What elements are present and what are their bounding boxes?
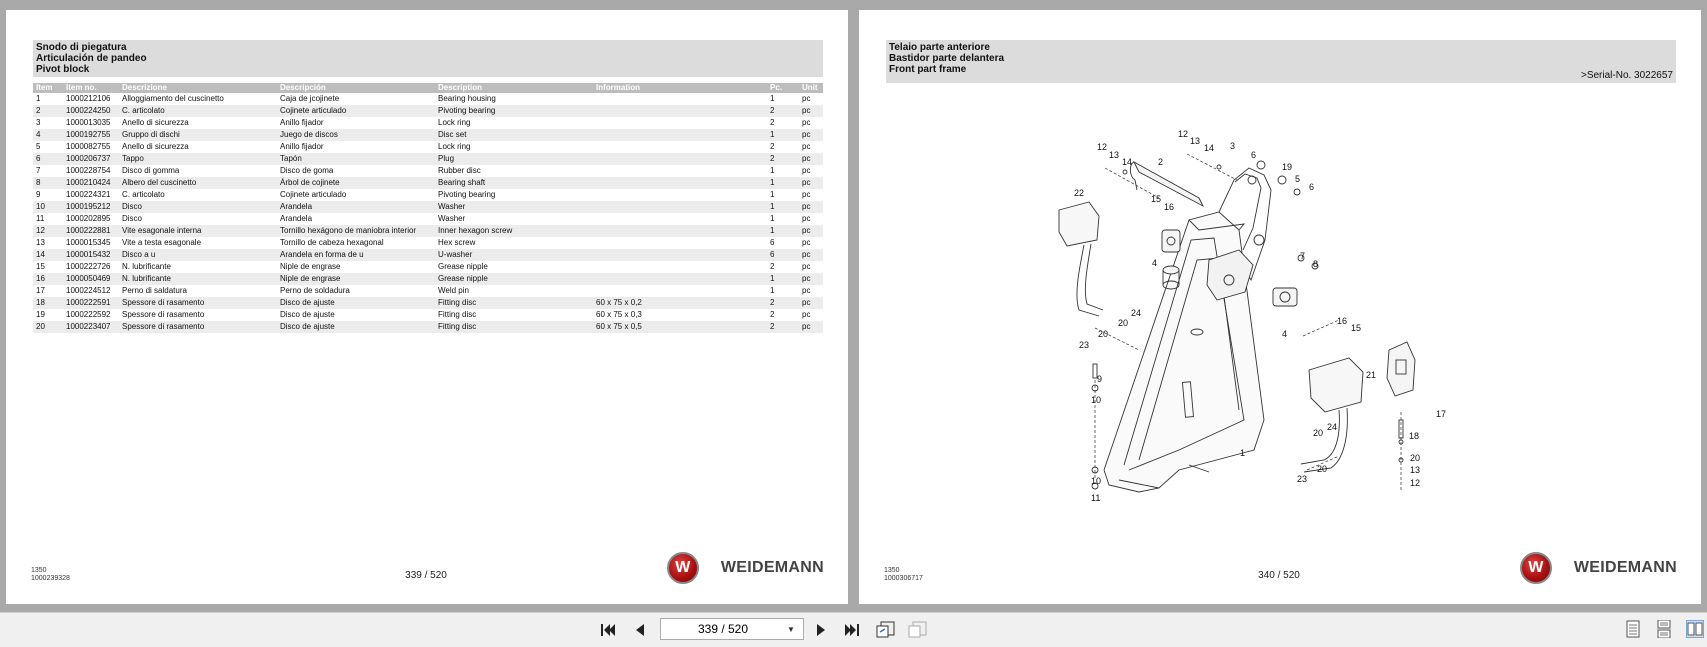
- table-cell: pc: [799, 297, 823, 309]
- table-cell: U-washer: [435, 249, 593, 261]
- table-cell: pc: [799, 273, 823, 285]
- table-cell: Cojinete articulado: [280, 190, 347, 199]
- table-cell: pc: [799, 225, 823, 237]
- fit-page-icon: [876, 621, 896, 639]
- table-cell: Plug: [435, 153, 593, 165]
- table-cell: Disco de goma: [280, 166, 334, 175]
- table-row: [33, 285, 823, 297]
- document-page-left: [6, 10, 848, 604]
- table-cell: N. lubrificante: [119, 273, 277, 285]
- table-cell: 1: [770, 94, 775, 103]
- table-cell: Pivoting bearing: [438, 190, 496, 199]
- table-cell: 6: [767, 249, 799, 261]
- table-cell: 1000224512: [66, 286, 111, 295]
- title-spanish: Articulación de pandeo: [36, 53, 147, 64]
- table-cell: 2: [33, 105, 63, 117]
- brand-name: WEIDEMANN: [720, 559, 824, 576]
- prev-page-button[interactable]: [630, 621, 650, 639]
- callout-label: 16: [1164, 202, 1175, 212]
- table-cell: Weld pin: [438, 286, 469, 295]
- single-page-view-button[interactable]: [1624, 620, 1642, 638]
- frame-drawing: [1059, 154, 1415, 492]
- table-cell: Disco: [119, 201, 277, 213]
- table-cell: 1000050469: [63, 273, 119, 285]
- table-cell: 1000206737: [63, 153, 119, 165]
- table-cell: Disco de ajuste: [277, 297, 435, 309]
- fit-width-button[interactable]: [908, 621, 928, 639]
- table-cell: 2: [770, 118, 775, 127]
- table-cell: [593, 177, 767, 189]
- table-cell: pc: [802, 94, 811, 103]
- table-cell: 1000212106: [66, 94, 111, 103]
- fit-page-button[interactable]: [876, 621, 896, 639]
- table-cell: Árbol de cojinete: [277, 177, 435, 189]
- table-cell: 8: [33, 177, 63, 189]
- two-page-icon: [1687, 621, 1703, 637]
- table-cell: 10: [33, 201, 63, 213]
- footer-document-number: 1000239328: [31, 575, 70, 582]
- table-row: [33, 297, 823, 309]
- callout-label: 19: [1282, 162, 1293, 172]
- callout-label: 24: [1131, 308, 1142, 318]
- table-row: [33, 237, 823, 249]
- table-header-row: [33, 83, 823, 93]
- table-cell: [593, 237, 767, 249]
- table-cell: 1: [770, 214, 775, 223]
- table-cell: 1000222881: [63, 225, 119, 237]
- table-cell: pc: [802, 118, 811, 127]
- table-cell: 2: [770, 142, 775, 151]
- column-header: Item no.: [63, 83, 119, 93]
- brand-name: WEIDEMANN: [1573, 559, 1677, 576]
- table-cell: pc: [802, 262, 811, 271]
- table-cell: 1000202895: [66, 214, 111, 223]
- callout-label: 4: [1282, 329, 1288, 339]
- table-cell: 60 x 75 x 0,3: [596, 310, 642, 319]
- table-row: [33, 273, 823, 285]
- first-page-icon: [600, 623, 616, 637]
- table-row: [33, 309, 823, 321]
- callout-label: 5: [1295, 174, 1301, 184]
- table-cell: Anello di sicurezza: [122, 118, 189, 127]
- table-row: [33, 249, 823, 261]
- callout-label: 21: [1366, 370, 1377, 380]
- table-cell: [593, 273, 767, 285]
- table-cell: Albero del cuscinetto: [119, 177, 277, 189]
- table-cell: Vite a testa esagonale: [122, 238, 202, 247]
- table-cell: [593, 261, 767, 273]
- table-cell: [593, 129, 767, 141]
- table-cell: Cojinete articulado: [277, 105, 435, 117]
- title-english: Pivot block: [36, 64, 90, 75]
- table-row: [33, 141, 823, 153]
- table-cell: 15: [36, 262, 45, 271]
- callout-label: 13: [1190, 136, 1201, 146]
- column-header: Unit: [799, 83, 823, 93]
- page-number-field[interactable]: [660, 618, 804, 640]
- table-cell: Spessore di rasamento: [119, 297, 277, 309]
- serial-number: >Serial-No. 3022657: [1580, 70, 1673, 81]
- table-cell: 2: [770, 262, 775, 271]
- table-cell: 1: [767, 129, 799, 141]
- callout-label: 20: [1098, 329, 1109, 339]
- column-header: Description: [435, 83, 593, 93]
- column-header: Item: [33, 83, 63, 93]
- table-cell: Inner hexagon screw: [435, 225, 593, 237]
- exploded-parts-diagram: [1039, 120, 1459, 520]
- table-row: [33, 165, 823, 177]
- table-cell: [593, 285, 767, 297]
- table-cell: Perno de soldadura: [280, 286, 350, 295]
- table-cell: 1000223407: [63, 321, 119, 333]
- callout-label: 22: [1074, 188, 1085, 198]
- callout-label: 14: [1204, 143, 1215, 153]
- table-cell: Juego de discos: [277, 129, 435, 141]
- title-italian: Snodo di piegatura: [36, 42, 127, 53]
- two-page-view-button[interactable]: [1686, 620, 1704, 638]
- table-cell: [593, 105, 767, 117]
- table-cell: Grease nipple: [438, 262, 488, 271]
- table-row: [33, 129, 823, 141]
- table-cell: 1000222592: [66, 310, 111, 319]
- table-cell: 2: [767, 297, 799, 309]
- table-cell: Niple de engrase: [277, 273, 435, 285]
- table-cell: 1000228754: [66, 166, 111, 175]
- table-cell: Disco di gomma: [122, 166, 180, 175]
- table-cell: Lock ring: [438, 118, 471, 127]
- table-cell: Perno di saldatura: [122, 286, 187, 295]
- table-cell: [593, 189, 767, 201]
- table-cell: [593, 213, 767, 225]
- callout-label: 15: [1151, 194, 1162, 204]
- callout-label: 8: [1313, 259, 1319, 269]
- table-cell: 1000015432: [63, 249, 119, 261]
- table-cell: Tornillo hexágono de maniobra interior: [277, 225, 435, 237]
- next-page-button[interactable]: [811, 621, 831, 639]
- table-cell: [593, 117, 767, 129]
- callout-label: 17: [1436, 409, 1447, 419]
- fit-width-icon: [908, 621, 928, 639]
- table-cell: Tornillo de cabeza hexagonal: [280, 238, 384, 247]
- table-cell: Fitting disc: [438, 310, 477, 319]
- viewer-toolbar: [0, 612, 1707, 647]
- table-cell: 9: [36, 190, 41, 199]
- table-row: [33, 177, 823, 189]
- title-spanish: Bastidor parte delantera: [889, 53, 1005, 64]
- table-cell: pc: [799, 105, 823, 117]
- table-row: [33, 261, 823, 273]
- table-cell: 4: [33, 129, 63, 141]
- table-cell: Vite esagonale interna: [119, 225, 277, 237]
- callout-label: 6: [1309, 182, 1315, 192]
- continuous-page-icon: [1655, 620, 1673, 638]
- table-cell: Washer: [438, 214, 466, 223]
- brand-logo-icon: W: [1520, 552, 1552, 584]
- callout-label: 12: [1097, 142, 1108, 152]
- table-cell: 16: [33, 273, 63, 285]
- table-cell: N. lubrificante: [122, 262, 171, 271]
- table-cell: Disco de ajuste: [280, 310, 335, 319]
- table-cell: pc: [802, 142, 811, 151]
- footer-document-number: 1000306717: [884, 575, 923, 582]
- table-cell: 1000013035: [66, 118, 111, 127]
- table-cell: Gruppo di dischi: [119, 129, 277, 141]
- next-page-icon: [815, 623, 827, 637]
- column-header: Pc.: [767, 83, 799, 93]
- table-cell: 1: [770, 190, 775, 199]
- footer-model: 1350: [884, 567, 900, 574]
- callout-label: 14: [1122, 157, 1133, 167]
- table-cell: pc: [799, 201, 823, 213]
- table-cell: Lock ring: [438, 142, 471, 151]
- table-cell: 1: [36, 94, 41, 103]
- table-cell: pc: [802, 214, 811, 223]
- table-row: [33, 225, 823, 237]
- table-cell: pc: [799, 129, 823, 141]
- table-cell: Alloggiamento del cuscinetto: [122, 94, 224, 103]
- table-row: [33, 321, 823, 333]
- table-cell: Rubber disc: [438, 166, 481, 175]
- table-cell: Spessore di rasamento: [122, 310, 205, 319]
- callout-label: 20: [1317, 464, 1328, 474]
- callout-label: 3: [1230, 141, 1236, 151]
- callout-label: 10: [1091, 476, 1102, 486]
- brand-logo: [1520, 552, 1677, 584]
- callout-label: 23: [1297, 474, 1308, 484]
- table-cell: 6: [33, 153, 63, 165]
- table-cell: 1000224321: [66, 190, 111, 199]
- callout-label: 9: [1097, 374, 1103, 384]
- page-number: 340 / 520: [1258, 570, 1300, 581]
- callout-label: 20: [1118, 318, 1129, 328]
- chevron-down-icon[interactable]: ▼: [787, 624, 795, 634]
- table-cell: [593, 153, 767, 165]
- table-cell: pc: [799, 249, 823, 261]
- table-cell: pc: [799, 177, 823, 189]
- callout-label: 4: [1152, 258, 1158, 268]
- continuous-view-button[interactable]: [1655, 620, 1673, 638]
- table-cell: 1000192755: [63, 129, 119, 141]
- table-cell: Hex screw: [438, 238, 476, 247]
- table-cell: Anello di sicurezza: [122, 142, 189, 151]
- page-title-box: [886, 40, 1676, 83]
- table-cell: pc: [802, 310, 811, 319]
- callout-label: 20: [1313, 428, 1324, 438]
- table-cell: 1: [767, 225, 799, 237]
- table-cell: pc: [802, 190, 811, 199]
- table-row: [33, 105, 823, 117]
- table-cell: pc: [802, 166, 811, 175]
- table-cell: [593, 93, 767, 105]
- callout-label: 10: [1091, 395, 1102, 405]
- table-row: [33, 201, 823, 213]
- table-cell: 2: [767, 105, 799, 117]
- table-cell: 3: [36, 118, 41, 127]
- callout-label: 12: [1410, 478, 1421, 488]
- callout-label: 24: [1327, 422, 1338, 432]
- table-cell: Anillo fijador: [280, 142, 324, 151]
- table-cell: Niple de engrase: [280, 262, 341, 271]
- table-cell: Disco: [122, 214, 143, 223]
- table-cell: Disc set: [435, 129, 593, 141]
- callout-label: 1: [1240, 448, 1246, 458]
- footer-model: 1350: [31, 567, 47, 574]
- table-cell: 1: [767, 201, 799, 213]
- table-cell: 1000082755: [66, 142, 111, 151]
- table-cell: Tappo: [119, 153, 277, 165]
- table-cell: Tapón: [277, 153, 435, 165]
- prev-page-icon: [634, 623, 646, 637]
- table-cell: 1000015345: [66, 238, 111, 247]
- last-page-icon: [844, 623, 860, 637]
- table-cell: 13: [36, 238, 45, 247]
- table-cell: 6: [770, 238, 775, 247]
- table-cell: 60 x 75 x 0,5: [593, 321, 767, 333]
- page-number: 339 / 520: [405, 570, 447, 581]
- page-title-box: [33, 40, 823, 77]
- table-row: [33, 117, 823, 129]
- callout-label: 13: [1109, 150, 1120, 160]
- table-cell: 5: [36, 142, 41, 151]
- table-cell: Bearing shaft: [435, 177, 593, 189]
- table-cell: Grease nipple: [435, 273, 593, 285]
- table-row: [33, 153, 823, 165]
- table-cell: 17: [36, 286, 45, 295]
- table-cell: Arandela: [277, 201, 435, 213]
- column-header: Descripción: [277, 83, 435, 93]
- table-cell: Pivoting bearing: [435, 105, 593, 117]
- table-cell: Caja de jcojinete: [280, 94, 340, 103]
- table-cell: 2: [767, 153, 799, 165]
- callout-label: 13: [1410, 465, 1421, 475]
- column-header: Descrizione: [119, 83, 277, 93]
- table-cell: Washer: [435, 201, 593, 213]
- table-cell: Disco de ajuste: [277, 321, 435, 333]
- table-cell: [593, 141, 767, 153]
- table-cell: 1: [767, 177, 799, 189]
- brand-logo: [667, 552, 824, 584]
- table-cell: 19: [36, 310, 45, 319]
- table-cell: 7: [36, 166, 41, 175]
- callout-label: 7: [1300, 251, 1306, 261]
- table-cell: 14: [33, 249, 63, 261]
- table-cell: 1000222726: [66, 262, 111, 271]
- first-page-button[interactable]: [598, 621, 618, 639]
- document-page-right: [859, 10, 1701, 604]
- callout-label: 2: [1158, 157, 1164, 167]
- table-cell: [593, 225, 767, 237]
- table-cell: 1: [770, 286, 775, 295]
- table-cell: pc: [799, 321, 823, 333]
- callout-label: 23: [1079, 340, 1090, 350]
- table-cell: pc: [802, 238, 811, 247]
- table-cell: 18: [33, 297, 63, 309]
- table-row: [33, 93, 823, 105]
- single-page-icon: [1624, 620, 1642, 638]
- table-row: [33, 213, 823, 225]
- table-cell: [593, 201, 767, 213]
- table-cell: [593, 165, 767, 177]
- table-cell: Fitting disc: [435, 297, 593, 309]
- callout-label: 6: [1251, 150, 1257, 160]
- table-cell: 60 x 75 x 0,2: [593, 297, 767, 309]
- table-row: [33, 189, 823, 201]
- brand-logo-icon: W: [667, 552, 699, 584]
- table-cell: Disco a u: [119, 249, 277, 261]
- table-cell: 20: [33, 321, 63, 333]
- table-cell: 1: [770, 166, 775, 175]
- table-cell: [593, 249, 767, 261]
- title-italian: Telaio parte anteriore: [889, 42, 990, 53]
- page-number-input[interactable]: [661, 621, 785, 637]
- table-cell: 1000210424: [63, 177, 119, 189]
- footer-code: [884, 567, 923, 583]
- table-cell: Arandela: [280, 214, 313, 223]
- last-page-button[interactable]: [842, 621, 862, 639]
- table-cell: 2: [770, 310, 775, 319]
- table-cell: Anillo fijador: [280, 118, 324, 127]
- parts-table: [33, 83, 823, 333]
- table-cell: 2: [767, 321, 799, 333]
- callout-label: 16: [1337, 316, 1348, 326]
- column-header: Information: [593, 83, 767, 93]
- table-cell: 1000195212: [63, 201, 119, 213]
- table-cell: Arandela en forma de u: [277, 249, 435, 261]
- footer-code: [31, 567, 70, 583]
- table-cell: C. articolato: [122, 190, 165, 199]
- table-cell: pc: [799, 153, 823, 165]
- callout-label: 20: [1410, 453, 1421, 463]
- table-cell: C. articolato: [119, 105, 277, 117]
- table-cell: 1000222591: [63, 297, 119, 309]
- title-english: Front part frame: [889, 64, 967, 75]
- table-cell: 12: [33, 225, 63, 237]
- table-cell: pc: [802, 286, 811, 295]
- callout-label: 18: [1409, 431, 1420, 441]
- callout-label: 15: [1351, 323, 1362, 333]
- callout-label: 11: [1091, 493, 1101, 503]
- callout-label: 12: [1178, 129, 1189, 139]
- table-cell: 1000224250: [63, 105, 119, 117]
- table-cell: Bearing housing: [438, 94, 496, 103]
- table-cell: Fitting disc: [435, 321, 593, 333]
- table-cell: Spessore di rasamento: [119, 321, 277, 333]
- table-body: [33, 93, 823, 333]
- table-cell: 11: [36, 214, 45, 223]
- table-cell: 1: [767, 273, 799, 285]
